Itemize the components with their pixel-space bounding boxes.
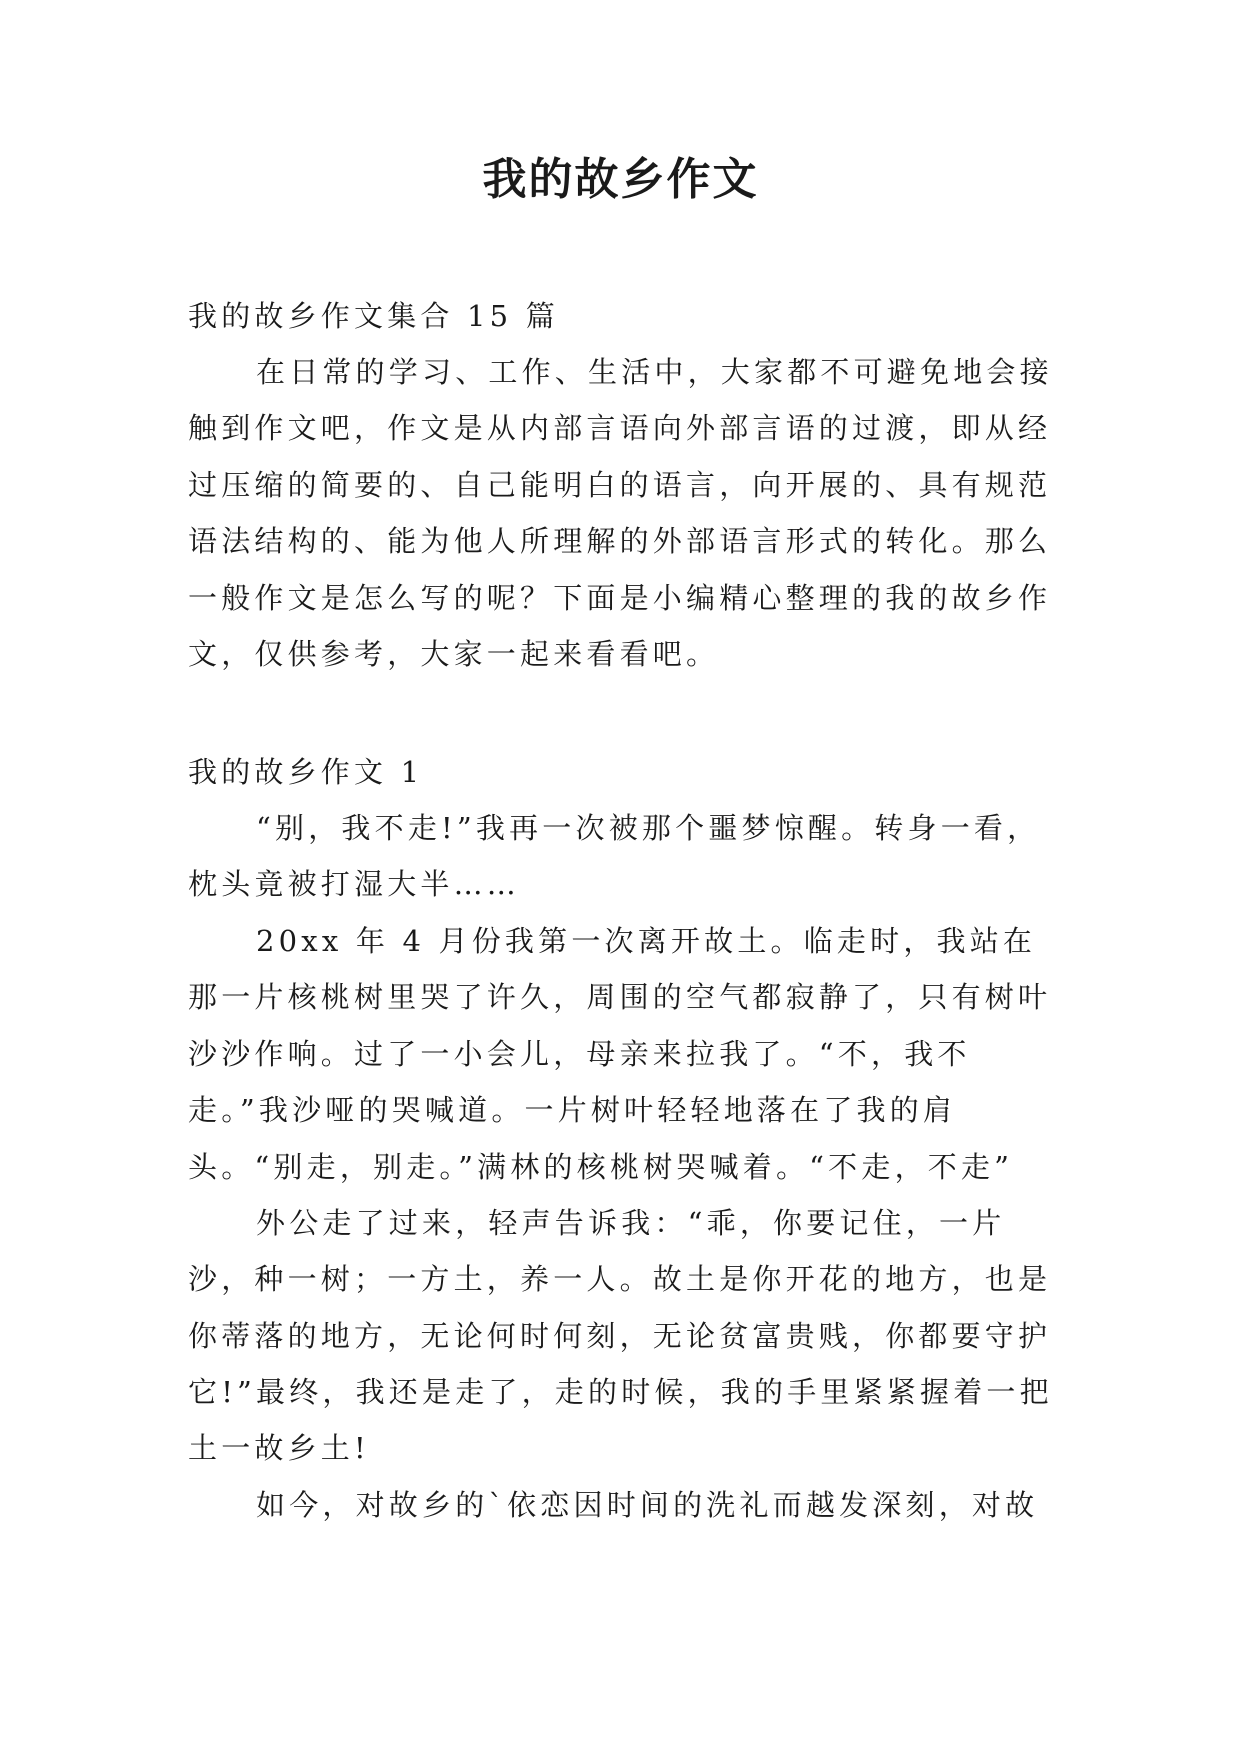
essay-paragraph: 20xx 年 4 月份我第一次离开故土。临走时，我站在那一片核桃树里哭了许久，周围的空气都寂静了，只有树叶沙沙作响。过了一小会儿，母亲来拉我了。“不，我不走。”我沙哑的哭喊道。一片树叶轻轻地落在了我的肩头。“别走，别走。”满林的核桃树哭喊着。“不走，不走” bbox=[188, 924, 1052, 1184]
essay-paragraph: “别，我不走!”我再一次被那个噩梦惊醒。转身一看，枕头竟被打湿大半…… bbox=[188, 811, 1041, 902]
collection-subtitle: 我的故乡作文集合 15 篇 bbox=[188, 299, 559, 333]
essay-paragraph: 如今，对故乡的`依恋因时间的洗礼而越发深刻，对故 bbox=[256, 1488, 1039, 1522]
intro-paragraph: 在日常的学习、工作、生活中，大家都不可避免地会接触到作文吧，作文是从内部言语向外部言语的过渡，即从经过压缩的简要的、自己能明白的语言，向开展的、具有规范语法结构的、能为他人所理解的外部语言形式的转化。那么一般作文是怎么写的呢？下面是小编精心整理的我的故乡作文，仅供参考，大家一起来看看吧。 bbox=[188, 355, 1053, 672]
essay-paragraph: 最终，我还是走了，走的时候，我的手里紧紧握着一把土一故乡土! bbox=[188, 1375, 1053, 1466]
document-title: 我的故乡作文 bbox=[482, 154, 759, 205]
section-heading: 我的故乡作文 1 bbox=[188, 755, 424, 789]
essay-paragraph: 外公走了过来，轻声告诉我：“乖，你要记住，一片沙，种一树；一方土，养一人。故土是你开花的地方，也是你蒂落的地方，无论何时何刻，无论贫富贵贱，你都要守护它!” bbox=[188, 1206, 1052, 1410]
